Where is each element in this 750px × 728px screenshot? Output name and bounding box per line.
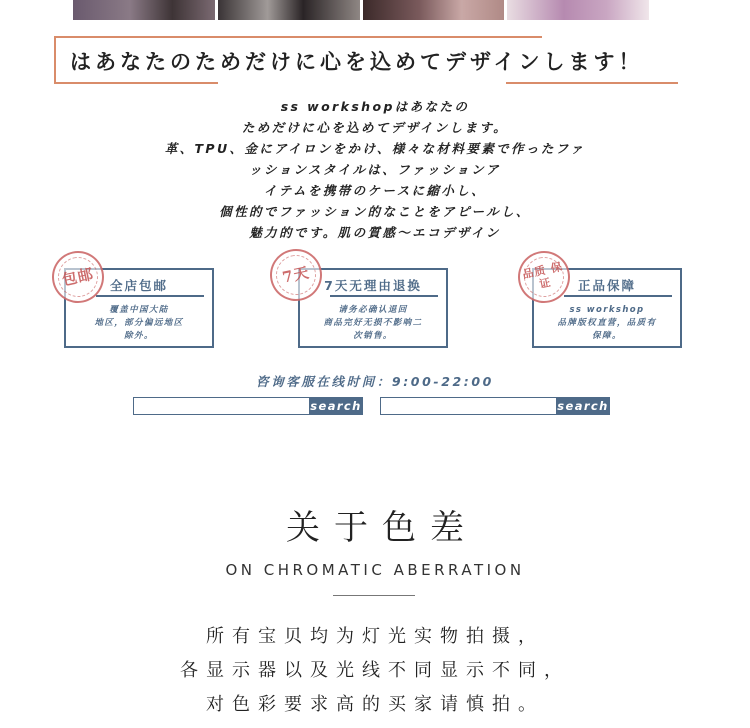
product-photo[interactable] (218, 0, 360, 20)
guarantee-line: 请务必确认退回 (338, 305, 408, 315)
search-input[interactable] (134, 398, 310, 414)
body-line: 所有宝贝均为灯光实物拍摄， (206, 626, 544, 647)
guarantee-line: 商品完好无损不影响二 (323, 318, 423, 328)
description-line: 革、TPU、金にアイロンをかけ、様々な材料要素で作ったファ (164, 141, 586, 156)
product-photo-strip (73, 0, 649, 20)
search-input[interactable] (381, 398, 557, 414)
frame-line (54, 36, 56, 84)
guarantee-line: 品牌版权直营，品质有 (557, 318, 657, 328)
brand-description (100, 96, 650, 243)
guarantee-line: 保障。 (592, 331, 622, 341)
product-photo[interactable] (73, 0, 215, 20)
search-bar (133, 397, 363, 415)
section-body (0, 620, 750, 722)
body-line: 对色彩要求高的买家请慎拍。 (206, 694, 544, 715)
description-line: イテムを携帯のケースに縮小し、 (263, 183, 487, 198)
guarantee-title: 正品保障 (577, 278, 636, 293)
search-bar (380, 397, 610, 415)
product-photo[interactable] (363, 0, 505, 20)
guarantee-rule (564, 295, 672, 297)
guarantee-line: 次销售。 (353, 331, 393, 341)
guarantee-line: ss workshop (569, 305, 645, 315)
headline: はあなたのためだけに心を込めてデザインします！ (70, 50, 644, 74)
search-button[interactable]: search (310, 399, 362, 413)
guarantee-line: 地区，部分偏远地区 (94, 318, 184, 328)
frame-line (54, 82, 218, 84)
stamp-label: 品质 保证 (521, 260, 564, 291)
guarantee-title: 7天无理由退换 (324, 278, 422, 293)
guarantee-rule (330, 295, 438, 297)
guarantee-rule (96, 295, 204, 297)
product-photo[interactable] (507, 0, 649, 20)
guarantee-title: 全店包邮 (109, 278, 168, 293)
guarantee-text (300, 304, 446, 343)
guarantee-line: 除外。 (124, 331, 154, 341)
search-button[interactable]: search (557, 399, 609, 413)
stamp-label: 包邮 (60, 264, 96, 289)
stamp-label: 7天 (280, 262, 312, 287)
description-line: ッションスタイルは、ファッションア (249, 162, 501, 177)
body-line: 各显示器以及光线不同显示不同， (180, 660, 570, 681)
guarantee-text (534, 304, 680, 343)
description-line: 魅力的です。肌の質感～エコデザイン (249, 225, 501, 240)
frame-line (506, 82, 678, 84)
description-line: ss workshopはあなたの (280, 99, 470, 114)
service-hours: 咨询客服在线时间：9:00-22:00 (256, 374, 494, 389)
description-line: 個性的でファッション的なことをアピールし、 (219, 204, 531, 219)
section-title: 关于色差 (286, 508, 478, 548)
divider (333, 595, 415, 596)
section-subtitle: ON CHROMATIC ABERRATION (225, 561, 525, 579)
description-line: ためだけに心を込めてデザインします。 (241, 120, 509, 135)
guarantee-line: 覆盖中国大陆 (109, 305, 169, 315)
frame-line (54, 36, 542, 38)
guarantee-text (66, 304, 212, 343)
